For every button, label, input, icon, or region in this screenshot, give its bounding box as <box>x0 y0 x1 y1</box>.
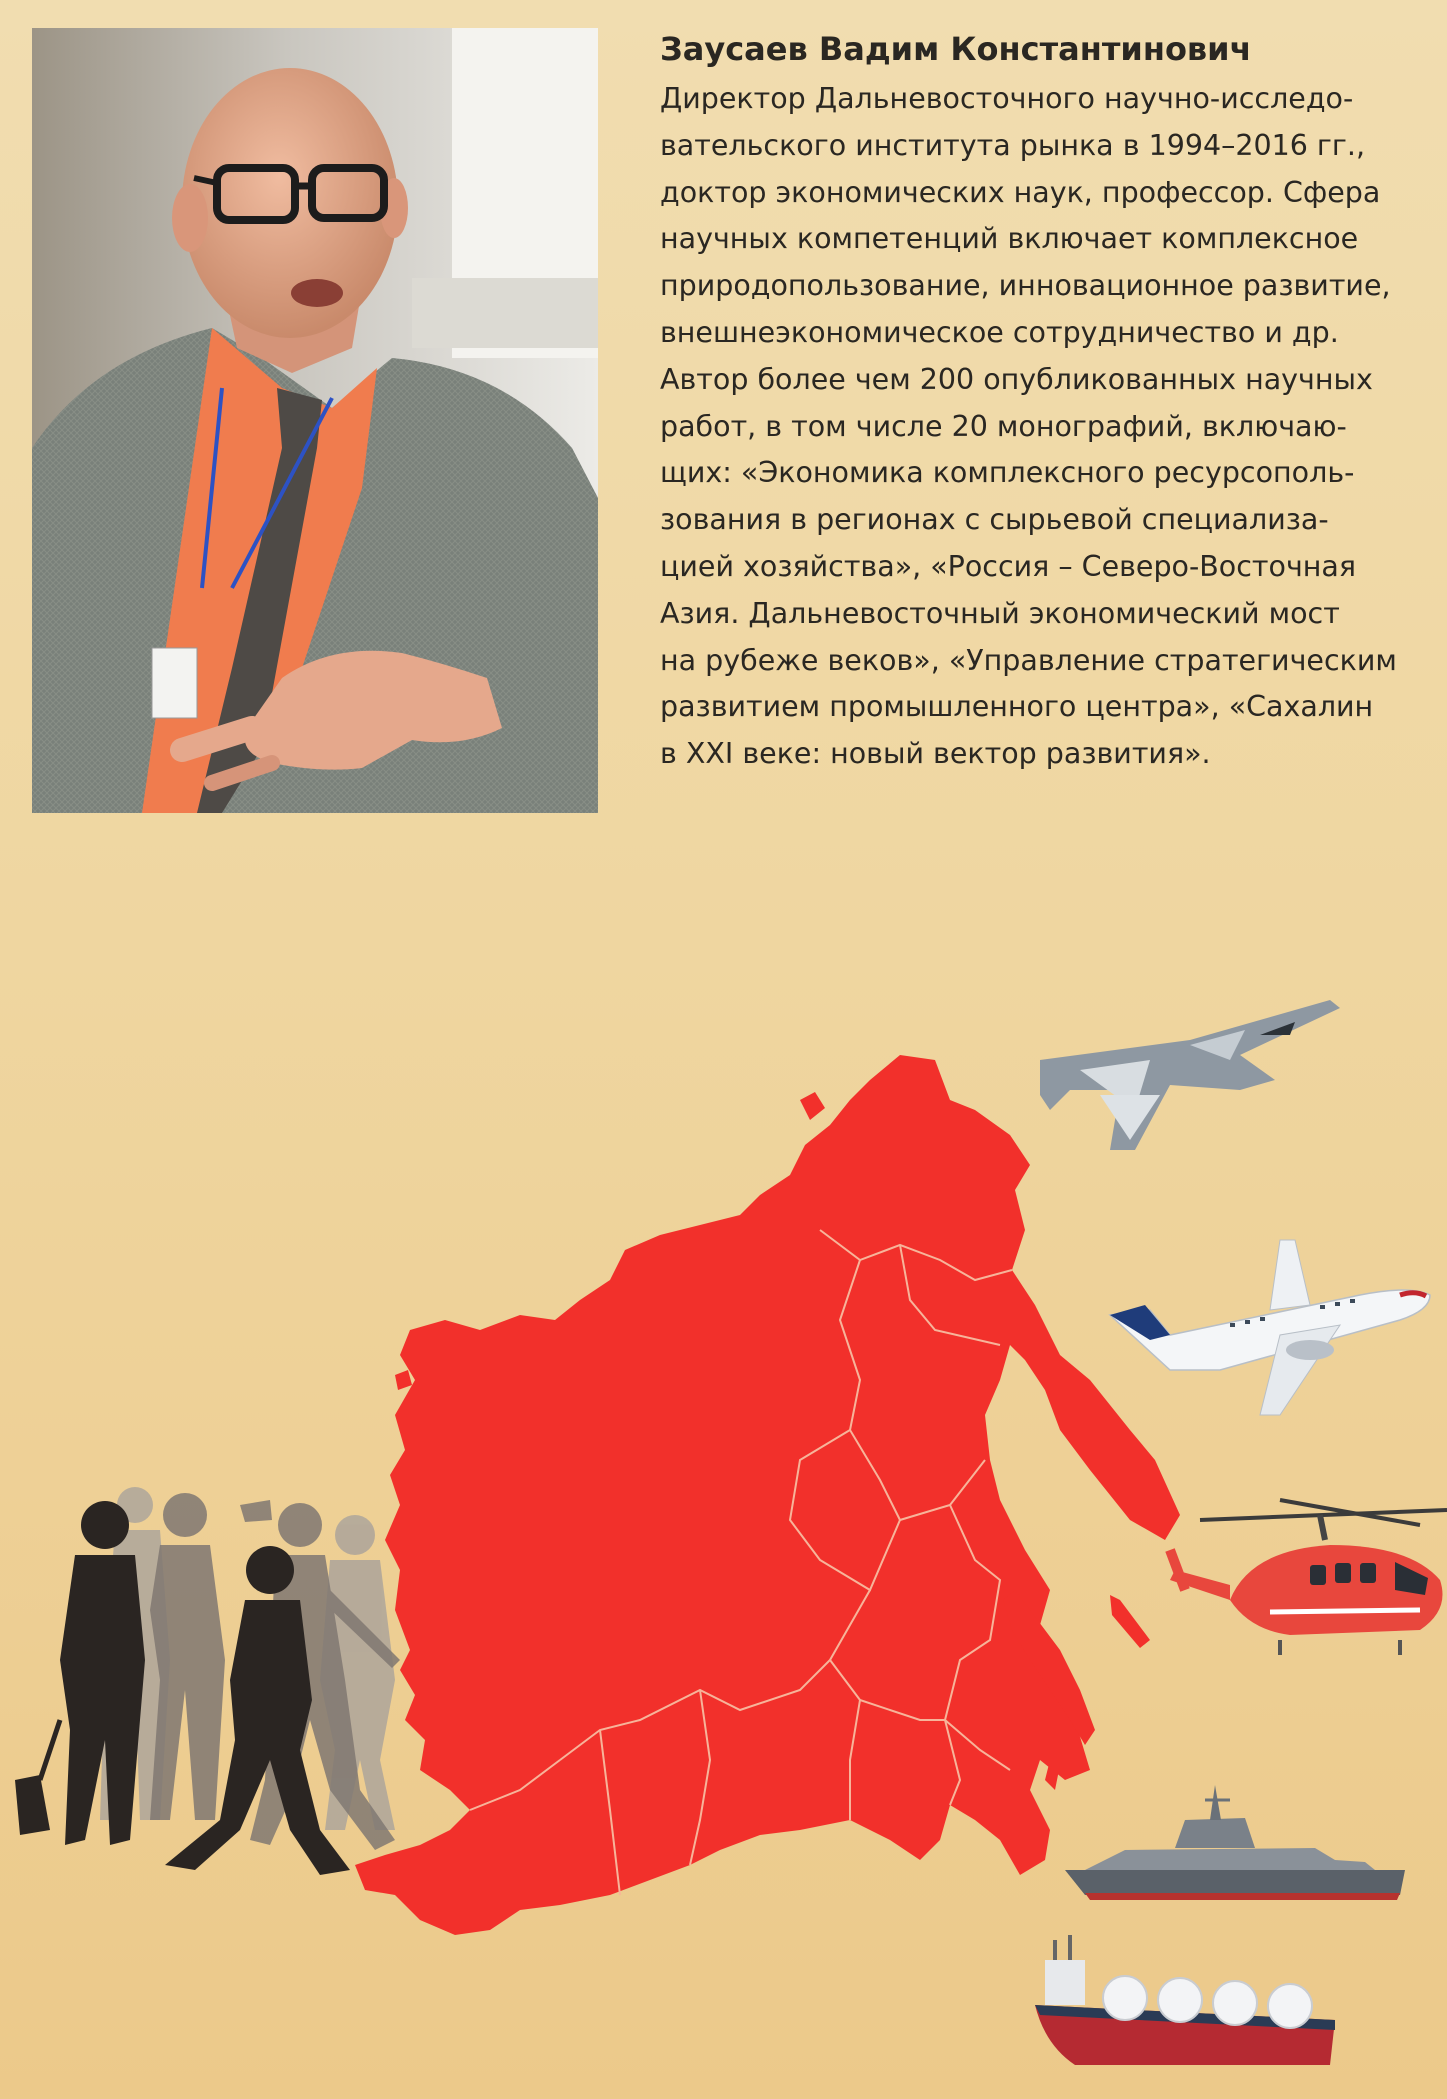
biography <box>660 26 1435 778</box>
warship-icon <box>1065 1785 1405 1900</box>
airliner-icon <box>1110 1240 1430 1415</box>
bio-line: цией хозяйства», «Россия – Северо-Восточная <box>660 549 1357 583</box>
biography-text <box>660 76 1435 778</box>
bio-line: щих: «Экономика комплексного ресурсополь- <box>660 456 1355 490</box>
bio-line: Директор Дальневосточного научно-исследо- <box>660 82 1354 115</box>
bio-line: вательского института рынка в 1994–2016 гг., <box>660 128 1365 162</box>
helicopter-icon <box>1170 1500 1447 1655</box>
portrait-photo <box>32 28 598 813</box>
bio-line: на рубеже веков», «Управление стратегическим <box>660 643 1397 677</box>
bio-line: в XXI веке: новый вектор развития». <box>660 737 1211 771</box>
people-silhouettes-icon <box>15 1487 400 1875</box>
bio-line: зования в регионах с сырьевой специализа- <box>660 503 1329 537</box>
bio-line: Азия. Дальневосточный экономический мост <box>660 596 1340 630</box>
far-east-illustration <box>0 960 1447 2099</box>
bio-line: развитием промышленного центра», «Сахалин <box>660 690 1374 724</box>
person-name: Заусаев Вадим Константинович <box>660 30 1252 68</box>
bio-line: работ, в том числе 20 монографий, включаю- <box>660 409 1347 443</box>
bio-line: природопользование, инновационное развитие, <box>660 269 1391 303</box>
far-east-map <box>355 1055 1180 1935</box>
fighter-jet-icon <box>1040 1000 1340 1150</box>
bio-line: внешнеэкономическое сотрудничество и др. <box>660 315 1339 349</box>
bio-line: доктор экономических наук, профессор. Сфера <box>660 175 1381 209</box>
bio-line: научных компетенций включает комплексное <box>660 222 1359 256</box>
lng-tanker-icon <box>1035 1935 1335 2065</box>
bio-line: Автор более чем 200 опубликованных научных <box>660 362 1373 396</box>
